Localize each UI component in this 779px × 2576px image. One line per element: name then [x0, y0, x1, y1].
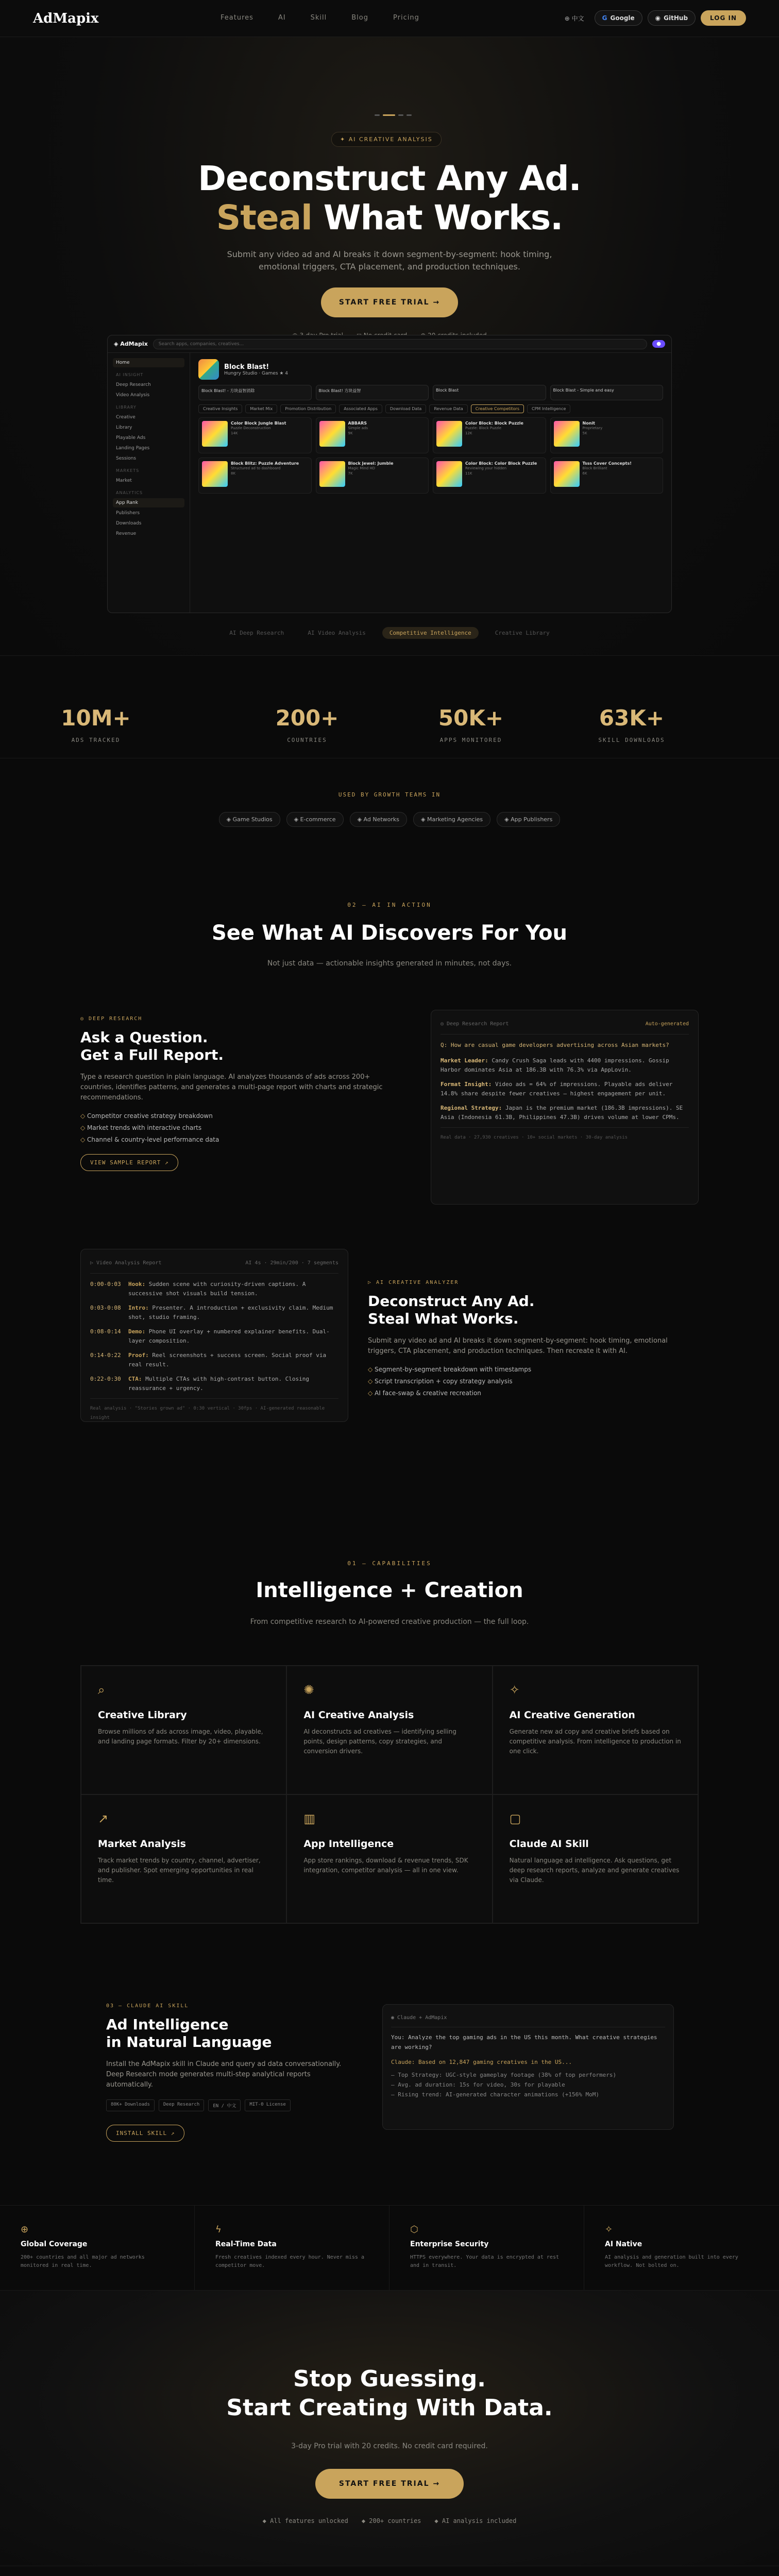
feature-bullet: ◇ Segment-by-segment breakdown with timestamps	[368, 1366, 677, 1373]
capability-desc: Track market trends by country, channel, advertiser, and publisher. Spot emerging opportunities in real time.	[98, 1857, 261, 1884]
variant-card[interactable]: Block Blast! 方块益智	[316, 385, 429, 400]
app-search-input[interactable]: Search apps, companies, creatives...	[153, 339, 647, 349]
nav-links	[221, 14, 419, 22]
carousel-dots[interactable]	[375, 114, 412, 116]
github-button[interactable]	[648, 10, 696, 26]
feature-cell	[195, 2206, 390, 2290]
panel-title: ◎ Deep Research Report	[441, 1021, 509, 1027]
github-icon: ◉	[655, 14, 661, 22]
capability-card[interactable]	[81, 1666, 286, 1794]
chip: MIT-0 License	[245, 2099, 290, 2111]
stat-ads	[34, 705, 158, 743]
ad-title: Color Block: Color Block Puzzle	[465, 461, 537, 466]
segment-row	[90, 1375, 338, 1393]
start-trial-button[interactable]: START FREE TRIAL →	[321, 287, 458, 317]
app-logo: ◈ AdMapix	[114, 341, 148, 347]
insight-key: Format Insight:	[441, 1081, 492, 1088]
feature-desc: 200+ countries and all major ad networks monitored in real time.	[21, 2255, 145, 2268]
sidebar-item-revenue[interactable]: Revenue	[116, 531, 137, 536]
chip: Deep Research	[159, 2099, 204, 2111]
feature-bullet: ◇ Competitor creative strategy breakdown	[80, 1112, 400, 1120]
terminal-icon: ▢	[509, 1811, 521, 1826]
ad-thumbnail	[436, 421, 462, 447]
insight-value: Candy Crush Saga leads with 4400 impressions. Gossip Harbor dominates Asia at 186.3B with 76.3% via AppLovin.	[441, 1057, 669, 1073]
ad-sub: Puzzle Deconstruction	[231, 426, 271, 430]
feature-title: Enterprise Security	[410, 2240, 489, 2248]
app-preview	[107, 335, 672, 613]
stat-downloads	[570, 705, 693, 743]
features-strip	[0, 2205, 779, 2291]
lightning-icon: ϟ	[215, 2224, 222, 2235]
brain-icon: ✺	[303, 1683, 314, 1697]
install-skill-button[interactable]: INSTALL SKILL ↗	[106, 2125, 184, 2142]
avatar[interactable]: ●	[652, 340, 665, 348]
ad-card[interactable]	[550, 457, 664, 494]
tab[interactable]: Download Data	[385, 404, 426, 413]
app-tabs	[198, 404, 663, 413]
ad-sub: Block Brilliant	[582, 466, 607, 470]
assistant-line: — Avg. ad duration: 15s for video, 30s for playable	[391, 2081, 565, 2088]
ad-thumbnail	[554, 421, 580, 447]
preview-pill-active[interactable]: Competitive Intelligence	[382, 627, 479, 639]
sidebar-group-label: MARKETS	[116, 468, 140, 473]
nav-link-ai[interactable]: AI	[278, 14, 286, 22]
segment-time: 0:03-0:08	[90, 1304, 121, 1311]
sidebar-item-playable[interactable]: Playable Ads	[116, 435, 146, 440]
chip: 80K+ Downloads	[106, 2099, 155, 2111]
sidebar-item-creative[interactable]: Creative	[116, 415, 136, 420]
ad-card[interactable]	[550, 417, 664, 453]
top-nav	[0, 0, 779, 37]
panel-footer: Real analysis · "Stories grown ad" · 0:30 vertical · 30fps · AI-generated reasonable insight	[90, 1398, 338, 1422]
video-analysis-panel	[80, 1249, 348, 1422]
app-variant-cards	[198, 385, 663, 400]
hero-title-line2	[0, 198, 779, 238]
capability-desc: App store rankings, download & revenue trends, SDK integration, competitor analysis — all in one view.	[303, 1857, 468, 1874]
final-subtitle: 3-day Pro trial with 20 credits. No credit card required.	[291, 2442, 488, 2450]
section-eyebrow: 02 — AI IN ACTION	[347, 902, 432, 908]
ad-count: 7K	[348, 471, 353, 476]
preview-pill[interactable]: Creative Library	[495, 630, 550, 636]
feature-cell	[584, 2206, 779, 2290]
google-label: Google	[610, 14, 635, 22]
segment-desc: Reel screenshots + success screen. Social proof via real result.	[128, 1352, 327, 1368]
variant-card[interactable]: Block Blast - Simple and easy	[550, 385, 664, 400]
app-header	[198, 359, 663, 380]
tab[interactable]: Revenue Data	[429, 404, 467, 413]
hero-title-rest: What Works.	[312, 198, 563, 238]
sidebar-item-home[interactable]: Home	[113, 358, 184, 367]
sidebar-group-label: ANALYTICS	[116, 490, 143, 495]
ad-title: Tsss Cover Concepts!	[582, 461, 632, 466]
ad-card[interactable]	[316, 417, 429, 453]
ad-count: 14K	[231, 431, 238, 435]
capability-title: Creative Library	[98, 1709, 187, 1721]
trust-item: ◆ All features unlocked	[262, 2517, 348, 2524]
insight-block	[441, 1056, 689, 1075]
user-message: You: Analyze the top gaming ads in the US this month. What creative strategies are working?	[391, 2034, 657, 2050]
sidebar-group-label: LIBRARY	[116, 405, 137, 410]
segment-desc: Sudden scene with curiosity-driven captions. A successive shot visuals build tension.	[128, 1281, 306, 1297]
feature-tag: ◎ DEEP RESEARCH	[80, 1016, 143, 1022]
panel-footer: Real data · 27,930 creatives · 10+ social markets · 30-day analysis	[441, 1127, 689, 1142]
stat-label: APPS MONITORED	[439, 737, 502, 743]
feature-text: Type a research question in plain language. AI analyzes thousands of ads across 200+ countries, identifies patterns, and generates a multi-page report with charts and strategic recommendations.	[80, 1073, 383, 1101]
trust-item: ◆ 200+ countries	[361, 2517, 421, 2524]
feature-text: Install the AdMapix skill in Claude and query ad data conversationally. Deep Research mode generates multi-step analytical reports automatically.	[106, 2060, 342, 2089]
ad-title: ABBARS	[348, 421, 367, 426]
sidebar-item-market[interactable]: Market	[116, 478, 132, 483]
section-eyebrow: 01 — CAPABILITIES	[347, 1560, 432, 1567]
feature-bullet: ◇ Script transcription + copy strategy analysis	[368, 1378, 677, 1385]
variant-card[interactable]: Block Blast! - 方块益智消除	[198, 385, 312, 400]
sidebar-item-deep-research[interactable]: Deep Research	[116, 382, 151, 387]
ad-count: 5K	[582, 431, 587, 435]
insight-block	[441, 1080, 689, 1098]
industry-tag: ◈ Ad Networks	[350, 812, 407, 827]
final-start-trial-button[interactable]: START FREE TRIAL →	[315, 2469, 464, 2499]
tab[interactable]: CPM Intelligence	[527, 404, 570, 413]
ad-title: Block Jewel: Jumble	[348, 461, 394, 466]
chip: EN / 中文	[208, 2099, 241, 2111]
ad-title: Block Blitz: Puzzle Adventure	[231, 461, 299, 466]
feature-title-2: in Natural Language	[106, 2033, 272, 2050]
app-developer: Hungry Studio · Games ★ 4	[224, 370, 289, 376]
segment-row	[90, 1351, 338, 1369]
preview-pill[interactable]: AI Video Analysis	[308, 630, 366, 636]
industry-tag: ◈ E-commerce	[286, 812, 344, 827]
segment-desc: Phone UI overlay + numbered explainer benefits. Dual-layer composition.	[128, 1328, 330, 1344]
feature-title: AI Native	[605, 2240, 642, 2248]
claude-chat-panel	[382, 2004, 674, 2130]
stat-countries	[245, 705, 369, 743]
sidebar-item-library[interactable]: Library	[116, 425, 132, 430]
ad-count: 11K	[465, 471, 472, 476]
insight-key: Regional Strategy:	[441, 1105, 502, 1111]
section-title: Intelligence + Creation	[256, 1579, 523, 1602]
sidebar-group-label: AI INSIGHT	[116, 372, 144, 377]
competitor-ad-grid	[198, 417, 663, 494]
shield-icon: ⬡	[410, 2224, 418, 2235]
globe-icon: ⊕	[564, 14, 572, 22]
ad-card[interactable]	[316, 457, 429, 494]
feature-tag: 03 — CLAUDE AI SKILL	[106, 2003, 189, 2009]
feature-cell	[0, 2206, 195, 2290]
sidebar-item-downloads[interactable]: Downloads	[116, 521, 142, 526]
hero-section	[0, 37, 779, 655]
app-name: Block Blast!	[224, 363, 269, 371]
stat-apps	[409, 705, 533, 743]
capabilities-grid	[80, 1665, 699, 1924]
used-by-title: USED BY GROWTH TEAMS IN	[338, 791, 441, 798]
segment-key: CTA:	[128, 1376, 142, 1382]
capability-card[interactable]	[493, 1794, 698, 1923]
ad-count: 6K	[582, 471, 587, 476]
capability-desc: AI deconstructs ad creatives — identifying selling points, design patterns, copy strategies, and conversion drivers.	[303, 1728, 456, 1755]
trend-icon: ↗	[98, 1811, 109, 1826]
feature-bullet: ◇ Market trends with interactive charts	[80, 1124, 400, 1131]
tab[interactable]: Associated Apps	[339, 404, 382, 413]
app-topbar	[108, 335, 671, 353]
search-icon: ⌕	[98, 1683, 105, 1697]
nav-link-pricing[interactable]: Pricing	[393, 14, 419, 22]
app-icon	[198, 359, 219, 380]
capability-title: Claude AI Skill	[509, 1838, 589, 1850]
assistant-line: — Rising trend: AI-generated character animations (+156% MoM)	[391, 2091, 599, 2098]
login-button[interactable]: LOG IN	[701, 10, 746, 26]
view-sample-report-button[interactable]: VIEW SAMPLE REPORT ↗	[80, 1154, 178, 1171]
insight-value: Video ads = 64% of impressions. Playable ads deliver 14.8% share despite fewer creatives — highest engagement per unit.	[441, 1081, 673, 1097]
industry-tag: ◈ App Publishers	[497, 812, 560, 827]
feature-text: Submit any video ad and AI breaks it down segment-by-segment: hook timing, emotional triggers, CTA placement, and production techniques. Then recreate it with AI.	[368, 1337, 668, 1355]
sparkle-icon: ✧	[605, 2224, 613, 2235]
research-question: Q: How are casual game developers advertising across Asian markets?	[441, 1042, 669, 1048]
feature-desc: AI analysis and generation built into every workflow. Not bolted on.	[605, 2255, 738, 2268]
feature-title-2: Get a Full Report.	[80, 1046, 224, 1063]
ad-card[interactable]	[433, 457, 546, 494]
ad-count: 12K	[465, 431, 472, 435]
segment-row	[90, 1280, 338, 1298]
video-feature	[368, 1280, 677, 1401]
google-icon: G	[602, 14, 607, 22]
ad-count: 9K	[348, 431, 353, 435]
final-title-2: Start Creating With Data.	[226, 2395, 553, 2421]
feature-tag: ▷ AI CREATIVE ANALYZER	[368, 1280, 459, 1285]
globe-icon: ⊕	[21, 2224, 29, 2235]
sidebar-item-app-rank[interactable]: App Rank	[113, 498, 184, 507]
ad-thumbnail	[436, 461, 462, 487]
feature-bullet: ◇ Channel & country-level performance data	[80, 1136, 400, 1143]
ad-card[interactable]	[198, 457, 312, 494]
google-button[interactable]	[595, 10, 642, 26]
preview-switcher	[0, 627, 779, 639]
app-main	[190, 353, 671, 613]
insight-block	[441, 1104, 689, 1122]
research-report-panel	[431, 1010, 699, 1205]
sidebar-item-video-analysis[interactable]: Video Analysis	[116, 393, 150, 398]
ad-thumbnail	[202, 461, 228, 487]
sidebar-item-landing[interactable]: Landing Pages	[116, 446, 150, 451]
ad-sub: Structured ad to dashboard	[231, 466, 281, 470]
industry-tags	[0, 812, 779, 827]
stat-value: 10M+	[61, 705, 131, 731]
hero-badge: ✦ AI CREATIVE ANALYSIS	[331, 132, 442, 147]
language-toggle[interactable]	[560, 11, 589, 26]
sidebar-item-sessions[interactable]: Sessions	[116, 456, 137, 461]
stat-label: COUNTRIES	[287, 737, 327, 743]
ad-title: Nonit	[582, 421, 595, 426]
variant-card[interactable]: Block Blast	[433, 385, 546, 400]
ad-sub: Puzzle: Block Puzzle	[465, 426, 502, 430]
feature-cell	[390, 2206, 584, 2290]
segment-time: 0:14-0:22	[90, 1352, 121, 1359]
footer	[0, 2566, 779, 2576]
stat-value: 50K+	[438, 705, 504, 731]
skill-feature	[106, 2003, 343, 2142]
feature-title-1: Ad Intelligence	[106, 2016, 229, 2033]
github-label: GitHub	[664, 14, 688, 22]
feature-desc: HTTPS everywhere. Your data is encrypted at rest and in transit.	[410, 2255, 559, 2268]
ad-sub: Proprietary	[582, 426, 603, 430]
nav-actions	[560, 10, 746, 26]
tab[interactable]: Creative Insights	[198, 404, 242, 413]
capability-card[interactable]	[286, 1666, 492, 1794]
stat-value: 63K+	[599, 705, 665, 731]
panel-status: Auto-generated	[645, 1021, 689, 1027]
capability-desc: Natural language ad intelligence. Ask questions, get deep research reports, analyze and generate creatives via Claude.	[509, 1857, 680, 1884]
nav-link-skill[interactable]: Skill	[310, 14, 327, 22]
insight-key: Market Leader:	[441, 1057, 488, 1064]
ad-card[interactable]	[198, 417, 312, 453]
ad-title: Color Block: Block Puzzle	[465, 421, 523, 426]
capability-title: AI Creative Analysis	[303, 1709, 414, 1721]
ad-thumbnail	[202, 421, 228, 447]
trust-item: ◆ AI analysis included	[434, 2517, 517, 2524]
segment-time: 0:08-0:14	[90, 1328, 121, 1335]
tab-active[interactable]: Creative Competitors	[471, 404, 524, 413]
capability-card[interactable]	[81, 1794, 286, 1923]
segment-time: 0:22-0:30	[90, 1376, 121, 1382]
capability-card[interactable]	[286, 1794, 492, 1923]
industry-tag: ◈ Marketing Agencies	[413, 812, 490, 827]
sparkle-icon: ✧	[509, 1683, 520, 1697]
segment-key: Intro:	[128, 1304, 149, 1311]
capability-title: App Intelligence	[303, 1838, 394, 1850]
capability-desc: Generate new ad copy and creative briefs based on competitive analysis. From intelligence to production in one click.	[509, 1728, 681, 1755]
insight-value: Japan is the premium market (186.3B impressions). SE Asia (Indonesia 61.3B, Philippines 47.3B) drives volume at lower CPMs.	[441, 1105, 683, 1121]
capability-desc: Browse millions of ads across image, video, playable, and landing page formats. Filter by 20+ dimensions.	[98, 1728, 263, 1745]
feature-title: Global Coverage	[21, 2240, 88, 2248]
ad-thumbnail	[554, 461, 580, 487]
language-label: 中文	[571, 14, 584, 22]
ad-sub: Reviewing your hidden	[465, 466, 507, 470]
section-desc: From competitive research to AI-powered creative production — the full loop.	[250, 1618, 529, 1626]
capability-title: Market Analysis	[98, 1838, 186, 1850]
preview-pill[interactable]: AI Deep Research	[229, 630, 284, 636]
panel-title: ▷ Video Analysis Report	[90, 1260, 162, 1266]
ad-thumbnail	[319, 421, 345, 447]
panel-title: ◉ Claude + AdMapix	[391, 2013, 665, 2027]
stats-section	[0, 655, 779, 758]
panel-meta: AI 4s · 29min/200 · 7 segments	[245, 1260, 338, 1266]
feature-title-2: Steal What Works.	[368, 1310, 519, 1327]
skill-chips	[106, 2099, 343, 2111]
assistant-line: — Top Strategy: UGC-style gameplay footage (38% of top performers)	[391, 2072, 617, 2078]
segment-time: 0:00-0:03	[90, 1281, 121, 1287]
hero-title-line1: Deconstruct Any Ad.	[198, 159, 581, 198]
nav-link-blog[interactable]: Blog	[351, 14, 369, 22]
section-title: See What AI Discovers For You	[211, 921, 568, 945]
tab[interactable]: Market Mix	[245, 404, 277, 413]
research-feature	[80, 1016, 400, 1171]
stat-value: 200+	[275, 705, 339, 731]
capability-card[interactable]	[493, 1666, 698, 1794]
nav-link-features[interactable]: Features	[221, 14, 253, 22]
segment-key: Hook:	[128, 1281, 146, 1287]
segment-row	[90, 1303, 338, 1322]
feature-desc: Fresh creatives indexed every hour. Never miss a competitor move.	[215, 2255, 364, 2268]
ad-thumbnail	[319, 461, 345, 487]
tab[interactable]: Promotion Distribution	[280, 404, 336, 413]
feature-title-1: Deconstruct Any Ad.	[368, 1293, 535, 1310]
ad-sub: Simple ads	[348, 426, 368, 430]
segment-key: Proof:	[128, 1352, 149, 1359]
final-cta-section	[0, 2291, 779, 2566]
hero-title-accent: Steal	[216, 198, 312, 238]
segment-row	[90, 1327, 338, 1346]
feature-title-1: Ask a Question.	[80, 1029, 208, 1046]
feature-bullet: ◇ AI face-swap & creative recreation	[368, 1389, 677, 1397]
segment-key: Demo:	[128, 1328, 146, 1335]
ad-sub: Magic Mind HD	[348, 466, 376, 470]
segment-desc: Presenter. A introduction + exclusivity claim. Medium shot, studio framing.	[128, 1304, 333, 1320]
final-trust-row	[0, 2517, 779, 2524]
logo[interactable]: AdMapix	[33, 10, 99, 26]
ad-count: 8K	[231, 471, 236, 476]
hero-subtitle: Submit any video ad and AI breaks it down segment-by-segment: hook timing, emotional triggers, CTA placement, and production techniques.	[227, 249, 552, 272]
segment-desc: Multiple CTAs with high-contrast button. Closing reassurance + urgency.	[128, 1376, 310, 1392]
ad-title: Color Block Jungle Blast	[231, 421, 286, 426]
stat-label: SKILL DOWNLOADS	[598, 737, 665, 743]
capability-title: AI Creative Generation	[509, 1709, 635, 1721]
feature-title: Real-Time Data	[215, 2240, 277, 2248]
final-title-1: Stop Guessing.	[293, 2366, 486, 2392]
section-desc: Not just data — actionable insights generated in minutes, not days.	[267, 959, 512, 968]
industry-tag: ◈ Game Studios	[219, 812, 280, 827]
stat-label: ADS TRACKED	[71, 737, 121, 743]
sidebar-item-publishers[interactable]: Publishers	[116, 511, 140, 516]
app-sidebar	[108, 353, 190, 613]
assistant-message: Claude: Based on 12,847 gaming creatives in the US...	[391, 2059, 572, 2065]
chart-icon: ▥	[303, 1811, 316, 1826]
ad-card[interactable]	[433, 417, 546, 453]
